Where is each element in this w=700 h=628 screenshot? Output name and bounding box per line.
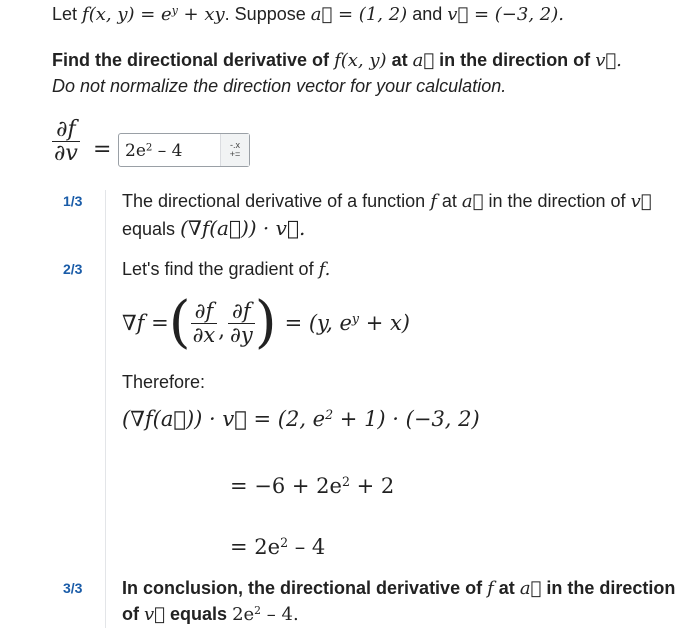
- question-note: Do not normalize the direction vector for your calculation.: [52, 76, 507, 96]
- step-1-line-1: The directional derivative of a function f at a⃗ in the direction of v⃗: [122, 191, 652, 212]
- therefore-text: Therefore:: [122, 372, 206, 392]
- steps-divider: [105, 190, 106, 628]
- partial-derivative-label: $\frac{\partial f}{\partial v}$: [54, 117, 78, 167]
- answer-input[interactable]: [118, 133, 250, 167]
- suppose-text: . Suppose: [224, 4, 306, 24]
- step-1-line-2: equals (∇f(a⃗)) · v⃗.: [122, 216, 306, 240]
- dot-product-equation: (∇f(a⃗)) · v⃗ = (2, $e^2 + 1) \cdot (-3$, 2): [122, 407, 480, 431]
- conclusion-line-2: of v⃗ equals $2e^2 - 4$.: [122, 604, 299, 625]
- simplified-equation: = $-6 + 2e^2 + 2$: [230, 474, 395, 498]
- math-keyboard-icon[interactable]: -.x +=: [220, 134, 249, 166]
- conclusion-line-1: In conclusion, the directional derivative of f at a⃗ in the direction: [122, 578, 676, 599]
- step-counter-1: 1/3: [63, 193, 83, 209]
- function-definition: f(x, $y) = e^y$ + xy: [82, 4, 225, 25]
- vector-a: a⃗ = (1, 2): [310, 4, 408, 25]
- gradient-equation: ∇f = ( $\frac{\partial f}{\partial x}$ , $\frac{\partial f}{\partial y}$ ) = (y, $e^y + x$): [122, 290, 410, 355]
- question-intro: Let: [52, 4, 78, 24]
- answer-value: $2e^2 - 4$: [125, 141, 183, 161]
- final-equation: = $2e^2 - 4$: [230, 535, 326, 559]
- vector-v: v⃗ = (−3, 2).: [447, 4, 564, 25]
- answer-equals: =: [93, 137, 112, 162]
- step-2-intro: Let's find the gradient of f.: [122, 259, 331, 280]
- question-prompt: Find the directional derivative of f(x, y) at a⃗ in the direction of v⃗.: [52, 50, 622, 71]
- question-line-1: [52, 4, 564, 25]
- and-text: and: [412, 4, 443, 24]
- step-counter-2: 2/3: [63, 261, 83, 277]
- step-counter-3: 3/3: [63, 580, 83, 596]
